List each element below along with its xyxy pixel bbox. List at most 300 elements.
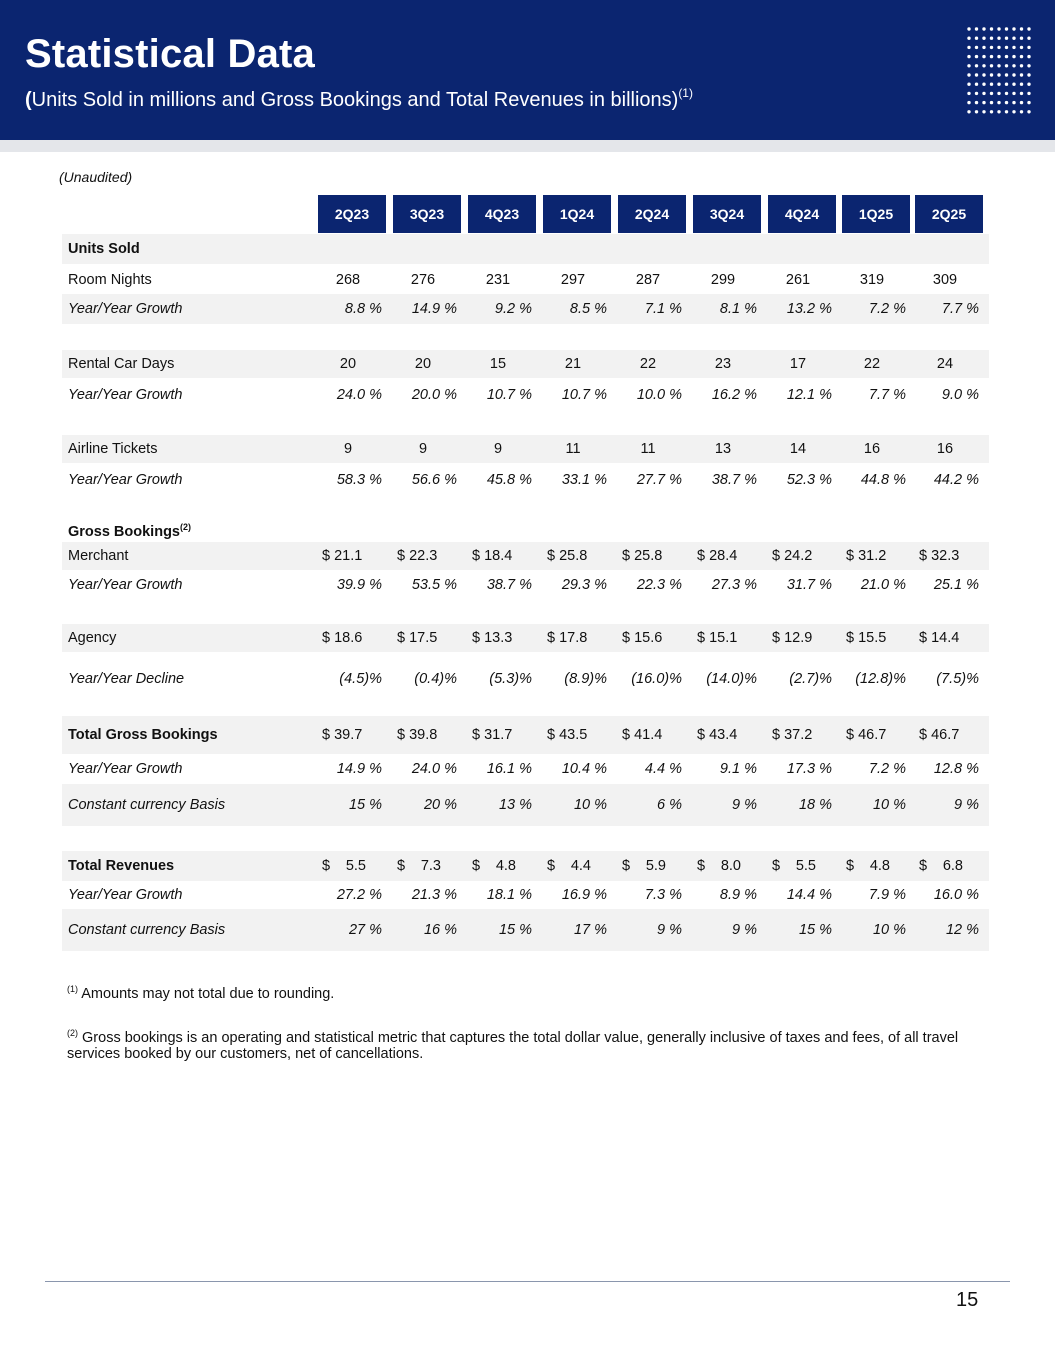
table-cell: 9.1 % — [719, 761, 757, 777]
table-cell: 10.7 % — [486, 387, 532, 403]
table-row — [62, 881, 989, 909]
table-cell: 10 % — [872, 922, 906, 938]
column-header-2q25: 2Q25 — [915, 195, 983, 233]
table-cell: 9.0 % — [941, 387, 979, 403]
row-label-text: Year/Year Growth — [68, 761, 183, 777]
table-cell: 44.2 % — [933, 472, 979, 488]
table-cell: 20 — [414, 356, 432, 372]
decoration-dot — [990, 73, 993, 76]
table-cell — [322, 851, 366, 881]
decoration-dot — [1027, 110, 1030, 113]
page-header — [0, 0, 1055, 140]
row-label-text: Units Sold — [68, 241, 140, 257]
table-cell: 7.1 % — [644, 301, 682, 317]
decoration-dot — [1005, 101, 1008, 104]
table-cell: 27 % — [348, 922, 382, 938]
table-cell: 8.8 % — [344, 301, 382, 317]
table-cell: 21.3 % — [411, 887, 457, 903]
table-cell: 15 — [489, 356, 507, 372]
decoration-dot — [990, 37, 993, 40]
table-cell: $ 43.5 — [547, 727, 588, 743]
table-cell: 33.1 % — [561, 472, 607, 488]
table-cell: 29.3 % — [561, 577, 607, 593]
decoration-dot — [990, 27, 993, 30]
decoration-dot — [1020, 110, 1023, 113]
table-cell: (14.0)% — [706, 671, 757, 687]
table-cell: 56.6 % — [411, 472, 457, 488]
table-cell: $ 32.3 — [919, 548, 960, 564]
decoration-dot — [997, 64, 1000, 67]
table-cell: 297 — [560, 272, 586, 288]
table-row — [62, 465, 989, 495]
row-label — [68, 881, 182, 909]
row-label-text: Year/Year Decline — [68, 671, 185, 687]
decoration-dot — [1020, 27, 1023, 30]
decoration-dot — [1012, 110, 1015, 113]
table-cell: 7.2 % — [868, 761, 906, 777]
decoration-dot — [975, 92, 978, 95]
row-label-text: Agency — [68, 630, 117, 646]
table-cell: 9 — [418, 441, 428, 457]
row-label-text: Total Revenues — [68, 858, 175, 874]
table-cell: $ 18.6 — [322, 630, 363, 646]
table-cell: 9.2 % — [494, 301, 532, 317]
table-row — [62, 654, 989, 704]
decoration-dot — [967, 27, 970, 30]
table-cell: 299 — [710, 272, 736, 288]
currency-symbol: $ — [772, 858, 781, 874]
decoration-dot — [1012, 55, 1015, 58]
table-row — [62, 350, 989, 378]
decoration-dot — [997, 110, 1000, 113]
table-cell: 7.9 % — [868, 887, 906, 903]
table-cell: 22 — [639, 356, 657, 372]
decoration-dot — [997, 37, 1000, 40]
decoration-dot — [982, 73, 985, 76]
table-cell: 6 % — [657, 797, 682, 813]
table-cell: (4.5)% — [339, 671, 382, 687]
table-cell: 21 — [564, 356, 582, 372]
footnote-1 — [67, 981, 334, 1002]
table-cell — [846, 851, 890, 881]
decoration-dot — [1020, 73, 1023, 76]
decoration-dot — [990, 92, 993, 95]
table-cell: 45.8 % — [486, 472, 532, 488]
decoration-dot — [975, 46, 978, 49]
row-label-text: Rental Car Days — [68, 356, 175, 372]
table-cell: $ 25.8 — [622, 548, 663, 564]
decoration-dot — [1027, 37, 1030, 40]
table-cell: $ 46.7 — [846, 727, 887, 743]
decoration-dot — [990, 55, 993, 58]
table-row — [62, 542, 989, 570]
row-label — [68, 542, 128, 570]
table-cell — [472, 851, 516, 881]
decoration-dot — [1027, 92, 1030, 95]
table-cell: 53.5 % — [411, 577, 457, 593]
page-subtitle — [25, 86, 693, 112]
row-label-text: Year/Year Growth — [68, 887, 183, 903]
table-cell: $ 43.4 — [697, 727, 738, 743]
table-cell: (16.0)% — [631, 671, 682, 687]
decoration-dot — [990, 46, 993, 49]
amount-value: 8.0 — [720, 858, 741, 874]
decoration-dot — [1005, 73, 1008, 76]
footnote-2-text: Gross bookings is an operating and statistical metric that captures the total dollar value, generally inclusive of taxes and fees, of all travel services booked by our customers, net of cancellations. — [67, 1030, 959, 1062]
decoration-dot — [967, 55, 970, 58]
decoration-dot — [1027, 46, 1030, 49]
row-label-text: Year/Year Growth — [68, 577, 183, 593]
subtitle-text: Units Sold in millions and Gross Bookings and Total Revenues in billions) — [31, 89, 679, 111]
decoration-dot — [982, 83, 985, 86]
decoration-dot — [967, 110, 970, 113]
column-header-3q23: 3Q23 — [393, 195, 461, 233]
decoration-dot — [1012, 64, 1015, 67]
table-cell: 24.0 % — [336, 387, 382, 403]
decoration-dot — [982, 37, 985, 40]
decoration-dot — [982, 101, 985, 104]
table-cell: (5.3)% — [489, 671, 532, 687]
table-cell: 11 — [640, 441, 656, 457]
row-label-footnote-ref: (2) — [180, 522, 191, 532]
table-cell: 16 — [936, 441, 954, 457]
decoration-dot — [1020, 83, 1023, 86]
table-cell: 7.2 % — [868, 301, 906, 317]
table-cell: 17.3 % — [786, 761, 832, 777]
row-label-text: Merchant — [68, 548, 129, 564]
decoration-dot — [1005, 27, 1008, 30]
decoration-dot — [1012, 37, 1015, 40]
table-cell: $ 14.4 — [919, 630, 960, 646]
table-cell: (7.5)% — [936, 671, 979, 687]
table-cell: 287 — [635, 272, 661, 288]
table-cell: 9 — [493, 441, 503, 457]
table-cell: $ 28.4 — [697, 548, 738, 564]
table-cell: (8.9)% — [564, 671, 607, 687]
decoration-dot — [975, 110, 978, 113]
table-cell: $ 25.8 — [547, 548, 588, 564]
table-row — [62, 435, 989, 463]
table-cell: 4.4 % — [644, 761, 682, 777]
table-cell: (12.8)% — [855, 671, 906, 687]
decoration-dot — [1027, 73, 1030, 76]
decoration-dot — [967, 37, 970, 40]
table-cell: $ 31.7 — [472, 727, 513, 743]
decoration-dot — [1012, 73, 1015, 76]
row-label-text: Constant currency Basis — [68, 797, 226, 813]
table-cell — [622, 851, 666, 881]
decoration-dot — [1020, 101, 1023, 104]
decoration-dot — [990, 110, 993, 113]
page-title: Statistical Data — [25, 32, 315, 76]
table-cell: 15 % — [798, 922, 832, 938]
table-cell: $ 15.6 — [622, 630, 663, 646]
table-cell: $ 41.4 — [622, 727, 663, 743]
decoration-dot — [990, 64, 993, 67]
table-cell: $ 17.8 — [547, 630, 588, 646]
table-cell: 12 % — [945, 922, 979, 938]
row-label-text: Gross Bookings — [68, 524, 180, 540]
table-cell: $ 12.9 — [772, 630, 813, 646]
unaudited-note: (Unaudited) — [59, 169, 133, 185]
table-cell: 17 — [789, 356, 807, 372]
decoration-dot — [982, 27, 985, 30]
decoration-dot — [997, 46, 1000, 49]
decoration-dot — [1027, 83, 1030, 86]
decoration-dot — [975, 37, 978, 40]
table-cell: $ 21.1 — [322, 548, 363, 564]
footer-divider — [45, 1281, 1010, 1282]
table-cell: 31.7 % — [786, 577, 832, 593]
decoration-dot — [1005, 83, 1008, 86]
table-cell: 13 % — [498, 797, 532, 813]
amount-value: 6.8 — [942, 858, 963, 874]
table-row — [62, 294, 989, 324]
footnote-1-ref: (1) — [67, 984, 78, 994]
decoration-dot — [1020, 37, 1023, 40]
table-cell: 14.4 % — [786, 887, 832, 903]
column-header-3q24: 3Q24 — [693, 195, 761, 233]
decoration-dot — [967, 64, 970, 67]
table-cell: 25.1 % — [933, 577, 979, 593]
row-label-text: Constant currency Basis — [68, 922, 226, 938]
table-cell: 16.1 % — [486, 761, 532, 777]
decoration-dot — [975, 64, 978, 67]
table-cell: 276 — [410, 272, 436, 288]
decoration-dot — [1020, 64, 1023, 67]
decoration-dot — [1020, 46, 1023, 49]
currency-symbol: $ — [547, 858, 556, 874]
table-cell: 24 — [936, 356, 954, 372]
decoration-dot — [1027, 64, 1030, 67]
table-cell: 13.2 % — [786, 301, 832, 317]
table-cell: 10 % — [573, 797, 607, 813]
decoration-dot — [982, 92, 985, 95]
table-row — [62, 716, 989, 754]
table-cell: 16.9 % — [561, 887, 607, 903]
table-cell — [397, 851, 441, 881]
currency-symbol: $ — [322, 858, 331, 874]
table-cell: 7.3 % — [644, 887, 682, 903]
table-cell: 58.3 % — [336, 472, 382, 488]
decoration-dot — [1005, 110, 1008, 113]
header-band — [0, 140, 1055, 152]
table-cell: 22.3 % — [636, 577, 682, 593]
row-label-text: Year/Year Growth — [68, 301, 183, 317]
table-cell: 52.3 % — [786, 472, 832, 488]
table-cell: 17 % — [573, 922, 607, 938]
table-cell: 16.0 % — [933, 887, 979, 903]
decoration-dot — [1012, 46, 1015, 49]
table-cell: 21.0 % — [860, 577, 906, 593]
table-row — [62, 512, 989, 542]
decoration-dot — [1012, 92, 1015, 95]
row-label — [68, 294, 182, 324]
decoration-dot — [975, 83, 978, 86]
column-header-1q25: 1Q25 — [842, 195, 910, 233]
row-label — [68, 851, 174, 881]
table-cell: $ 22.3 — [397, 548, 438, 564]
decoration-dot — [990, 101, 993, 104]
table-cell: 309 — [932, 272, 958, 288]
table-cell: 319 — [859, 272, 885, 288]
table-cell: 10.4 % — [561, 761, 607, 777]
decoration-dot — [975, 27, 978, 30]
currency-symbol: $ — [472, 858, 481, 874]
table-cell: 11 — [565, 441, 581, 457]
row-label — [68, 570, 182, 600]
table-cell: 44.8 % — [860, 472, 906, 488]
footnote-1-text: Amounts may not total due to rounding. — [81, 986, 335, 1002]
decoration-dot — [967, 73, 970, 76]
decoration-dot — [997, 83, 1000, 86]
row-label — [68, 380, 182, 410]
table-cell: 9 % — [657, 922, 682, 938]
table-cell: 18.1 % — [486, 887, 532, 903]
table-row — [62, 851, 989, 881]
row-label — [68, 654, 184, 704]
table-cell: $ 24.2 — [772, 548, 813, 564]
amount-value: 4.8 — [869, 858, 890, 874]
table-cell: 14.9 % — [336, 761, 382, 777]
table-row — [62, 909, 989, 951]
decoration-dot — [1005, 64, 1008, 67]
table-cell: 15 % — [348, 797, 382, 813]
decoration-dot — [1012, 101, 1015, 104]
footnote-2 — [67, 1025, 992, 1062]
row-label-text: Room Nights — [68, 272, 152, 288]
table-cell: 12.1 % — [786, 387, 832, 403]
decoration-dot — [982, 55, 985, 58]
subtitle-open-paren: ( — [25, 89, 32, 111]
table-cell: 8.1 % — [719, 301, 757, 317]
row-label — [68, 435, 157, 463]
table-cell: 9 % — [732, 797, 757, 813]
table-cell: 39.9 % — [336, 577, 382, 593]
table-cell: 261 — [785, 272, 811, 288]
table-cell: 20 % — [423, 797, 457, 813]
currency-symbol: $ — [397, 858, 406, 874]
table-cell: 18 % — [798, 797, 832, 813]
table-cell: $ 39.7 — [322, 727, 363, 743]
table-cell: (0.4)% — [414, 671, 457, 687]
currency-symbol: $ — [697, 858, 706, 874]
subtitle-footnote-ref: (1) — [678, 86, 693, 100]
decoration-dot — [982, 110, 985, 113]
table-row — [62, 784, 989, 826]
table-cell: 15 % — [498, 922, 532, 938]
dot-grid-decoration — [966, 26, 1032, 114]
footnote-2-ref: (2) — [67, 1028, 78, 1038]
decoration-dot — [997, 73, 1000, 76]
row-label — [68, 350, 174, 378]
decoration-dot — [975, 55, 978, 58]
column-header-4q24: 4Q24 — [768, 195, 836, 233]
table-cell: 14 — [789, 441, 807, 457]
decoration-dot — [997, 92, 1000, 95]
row-label — [68, 624, 116, 652]
table-cell: 7.7 % — [868, 387, 906, 403]
decoration-dot — [975, 101, 978, 104]
decoration-dot — [990, 83, 993, 86]
table-row — [62, 380, 989, 410]
decoration-dot — [1020, 55, 1023, 58]
row-label — [68, 784, 225, 826]
decoration-dot — [967, 92, 970, 95]
table-cell: 27.3 % — [711, 577, 757, 593]
table-cell: 20 — [339, 356, 357, 372]
row-label-text: Airline Tickets — [68, 441, 158, 457]
table-cell: 9 — [343, 441, 353, 457]
amount-value: 4.8 — [495, 858, 516, 874]
table-cell: 16 % — [423, 922, 457, 938]
decoration-dot — [1027, 27, 1030, 30]
table-cell: 10.7 % — [561, 387, 607, 403]
currency-symbol: $ — [622, 858, 631, 874]
row-label-text: Total Gross Bookings — [68, 727, 218, 743]
table-cell: 9 % — [732, 922, 757, 938]
table-row — [62, 234, 989, 264]
table-cell: 38.7 % — [486, 577, 532, 593]
table-cell: 13 — [714, 441, 732, 457]
decoration-dot — [967, 83, 970, 86]
decoration-dot — [997, 55, 1000, 58]
table-cell: 8.5 % — [569, 301, 607, 317]
table-cell: $ 15.1 — [697, 630, 738, 646]
column-header-2q24: 2Q24 — [618, 195, 686, 233]
table-cell: 16.2 % — [711, 387, 757, 403]
decoration-dot — [1012, 27, 1015, 30]
table-cell: 38.7 % — [711, 472, 757, 488]
table-cell — [919, 851, 963, 881]
amount-value: 5.5 — [345, 858, 366, 874]
currency-symbol: $ — [919, 858, 928, 874]
table-cell: $ 18.4 — [472, 548, 513, 564]
table-cell: (2.7)% — [789, 671, 832, 687]
table-cell: $ 37.2 — [772, 727, 813, 743]
decoration-dot — [1020, 92, 1023, 95]
table-cell: 9 % — [954, 797, 979, 813]
decoration-dot — [967, 46, 970, 49]
table-cell: 12.8 % — [933, 761, 979, 777]
row-label — [68, 754, 182, 784]
row-label — [68, 465, 182, 495]
row-label — [68, 716, 218, 754]
column-header-1q24: 1Q24 — [543, 195, 611, 233]
decoration-dot — [1027, 101, 1030, 104]
row-label — [68, 266, 152, 294]
table-cell: 8.9 % — [719, 887, 757, 903]
column-header-4q23: 4Q23 — [468, 195, 536, 233]
decoration-dot — [1012, 83, 1015, 86]
table-cell: 24.0 % — [411, 761, 457, 777]
table-cell: $ 15.5 — [846, 630, 887, 646]
table-cell: 20.0 % — [411, 387, 457, 403]
decoration-dot — [967, 101, 970, 104]
table-cell: $ 39.8 — [397, 727, 438, 743]
decoration-dot — [1005, 46, 1008, 49]
page-number: 15 — [956, 1289, 979, 1311]
table-cell: $ 13.3 — [472, 630, 513, 646]
table-row — [62, 570, 989, 600]
row-label-text: Year/Year Growth — [68, 472, 183, 488]
decoration-dot — [997, 101, 1000, 104]
table-cell: 10 % — [872, 797, 906, 813]
table-cell: $ 46.7 — [919, 727, 960, 743]
table-row — [62, 266, 989, 294]
decoration-dot — [1005, 55, 1008, 58]
column-header-2q23: 2Q23 — [318, 195, 386, 233]
